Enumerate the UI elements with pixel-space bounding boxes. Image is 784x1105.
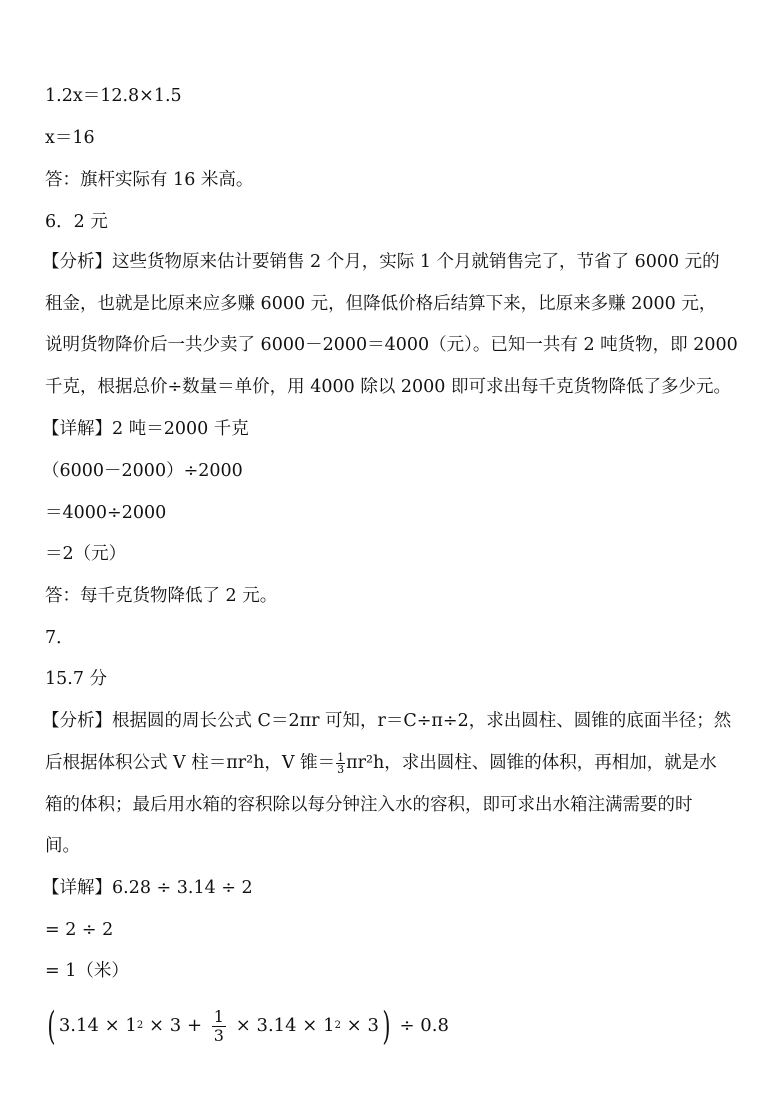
analysis-text: 【分析】根据圆的周长公式 C＝2πr 可知，r＝C÷π÷2，求出圆柱、圆锥的底面半径；然 — [42, 711, 732, 731]
equation-line: 1.2x＝12.8×1.5 — [45, 86, 182, 106]
equation-line: （6000－2000）÷2000 — [42, 461, 243, 481]
analysis-text-part: πr²h，求出圆柱、圆锥的体积，再相加，就是水 — [346, 753, 717, 773]
analysis-text: 【分析】这些货物原来估计要销售 2 个月，实际 1 个月就销售完了，节省了 6000 元的 — [42, 252, 720, 272]
analysis-text: 箱的体积；最后用水箱的容积除以每分钟注入水的容积，即可求出水箱注满需要的时 — [45, 795, 693, 815]
analysis-text — [45, 751, 744, 775]
answer-value: 15.7 分 — [45, 669, 108, 689]
analysis-text: 租金，也就是比原来应多赚 6000 元，但降低价格后结算下来，比原来多赚 2000 元， — [45, 294, 717, 314]
equation-line: ＝4000÷2000 — [45, 503, 167, 523]
equation-line: = 2 ÷ 2 — [45, 920, 114, 940]
answer-line: 答：每千克货物降低了 2 元。 — [45, 586, 278, 606]
analysis-text: 千克，根据总价÷数量＝单价，用 4000 除以 2000 即可求出每千克货物降低了多少元。 — [45, 377, 731, 397]
analysis-text-part: 后根据体积公式 V 柱＝πr²h，V 锥＝ — [45, 753, 336, 773]
analysis-text: 说明货物降价后一共少卖了 6000－2000＝4000（元）。已知一共有 2 吨货物，即 2000 — [45, 335, 738, 355]
formula-part: × 3.14 × 1 — [229, 1015, 335, 1036]
open-paren: ( — [47, 1004, 56, 1048]
formula-part: × 3 — [340, 1015, 379, 1036]
equation-line: x＝16 — [45, 128, 95, 148]
fraction-one-third: $\frac{1}{3}$ — [213, 1006, 224, 1045]
solution-heading: 【详解】2 吨＝2000 千克 — [42, 419, 249, 439]
solution-heading: 【详解】6.28 ÷ 3.14 ÷ 2 — [42, 878, 253, 898]
answer-line: 答：旗杆实际有 16 米高。 — [45, 170, 254, 190]
fraction-one-third: $\frac{1}{3}$ — [337, 751, 345, 776]
formula-part: ÷ 0.8 — [393, 1015, 449, 1036]
formula-part: × 3 + — [143, 1015, 208, 1036]
close-paren: ) — [382, 1004, 391, 1048]
equation-line: ＝2（元） — [45, 544, 127, 564]
question-number: 7． — [45, 628, 74, 648]
analysis-text: 间。 — [45, 836, 80, 856]
question-number: 6．2 元 — [45, 212, 108, 232]
volume-formula: ( 3.14 × 1 2 × 3 + $\frac{1}{3}$ × 3.14 × 1 2 × 3 ) ÷ 0.8 — [47, 1004, 449, 1048]
equation-line: = 1（米） — [45, 961, 129, 981]
formula-part: 3.14 × 1 — [58, 1015, 137, 1036]
